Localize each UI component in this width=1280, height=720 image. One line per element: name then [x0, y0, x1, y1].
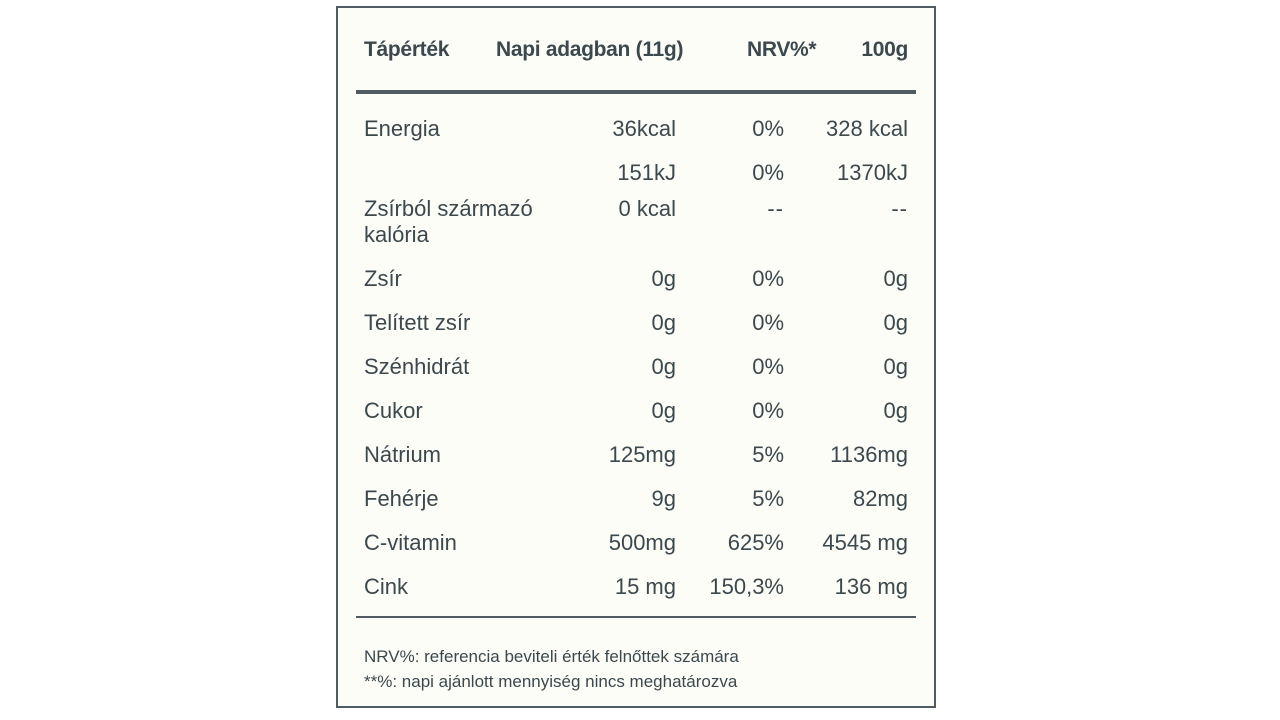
- serving-value: 500mg: [608, 530, 676, 555]
- nutrient-name: Energia: [364, 116, 440, 141]
- nutrient-name: Cink: [364, 574, 409, 599]
- nutrient-name: [364, 196, 533, 248]
- nutrient-name-line1: Zsírból származó: [364, 196, 533, 221]
- per-100g-value: --: [891, 196, 908, 221]
- nutrition-table: [336, 6, 936, 708]
- nutrient-name: Zsír: [364, 266, 402, 291]
- serving-value: 15 mg: [614, 574, 676, 599]
- nrv-value: 625%: [727, 530, 784, 555]
- serving-value: 125mg: [608, 442, 676, 467]
- header-nrv: NRV%*: [747, 38, 817, 61]
- nutrient-name: Telített zsír: [364, 310, 471, 335]
- per-100g-value: 0g: [883, 266, 908, 291]
- nrv-value: 5%: [752, 442, 784, 467]
- footnote-nrv: NRV%: referencia beviteli érték felnőttek számára: [364, 647, 739, 666]
- per-100g-value: 136 mg: [834, 574, 908, 599]
- header-per-serving: Napi adagban (11g): [496, 38, 684, 61]
- footnotes: [364, 644, 739, 694]
- nrv-value: 0%: [752, 398, 784, 423]
- nutrient-name-line2: kalória: [364, 222, 429, 247]
- nutrient-name: Fehérje: [364, 486, 439, 511]
- serving-value: 0g: [651, 310, 676, 335]
- serving-value: 36kcal: [612, 116, 676, 141]
- per-100g-value: 328 kcal: [826, 116, 908, 141]
- per-100g-value: 82mg: [852, 486, 908, 511]
- nrv-value: 150,3%: [709, 574, 784, 599]
- footnote-not-set: **%: napi ajánlott mennyiség nincs meghatározva: [364, 672, 738, 691]
- nrv-value: --: [767, 196, 784, 221]
- nutrient-name: Cukor: [364, 398, 423, 423]
- serving-value: 0g: [651, 266, 676, 291]
- nrv-value: 0%: [752, 160, 784, 185]
- per-100g-value: 0g: [883, 354, 908, 379]
- per-100g-value: 4545 mg: [822, 530, 908, 555]
- per-100g-value: 1370kJ: [837, 160, 908, 185]
- nrv-value: 0%: [752, 310, 784, 335]
- nutrient-name: C-vitamin: [364, 530, 457, 555]
- serving-value: 9g: [651, 486, 676, 511]
- serving-value: 0g: [651, 398, 676, 423]
- header-per-100g: 100g: [861, 38, 908, 61]
- nutrient-name: Nátrium: [364, 442, 442, 467]
- serving-value: 0g: [651, 354, 676, 379]
- per-100g-value: 0g: [883, 310, 908, 335]
- per-100g-value: 0g: [883, 398, 908, 423]
- serving-value: 151kJ: [617, 160, 676, 185]
- nrv-value: 0%: [752, 354, 784, 379]
- nrv-value: 0%: [752, 116, 784, 141]
- nrv-value: 0%: [752, 266, 784, 291]
- header-nutrient: Tápérték: [364, 38, 450, 61]
- nutrient-name: Szénhidrát: [364, 354, 470, 379]
- serving-value: 0 kcal: [618, 196, 676, 221]
- footer-divider: [356, 616, 916, 618]
- table-header: [338, 38, 934, 68]
- header-divider: [356, 90, 916, 94]
- nrv-value: 5%: [752, 486, 784, 511]
- per-100g-value: 1136mg: [830, 442, 908, 467]
